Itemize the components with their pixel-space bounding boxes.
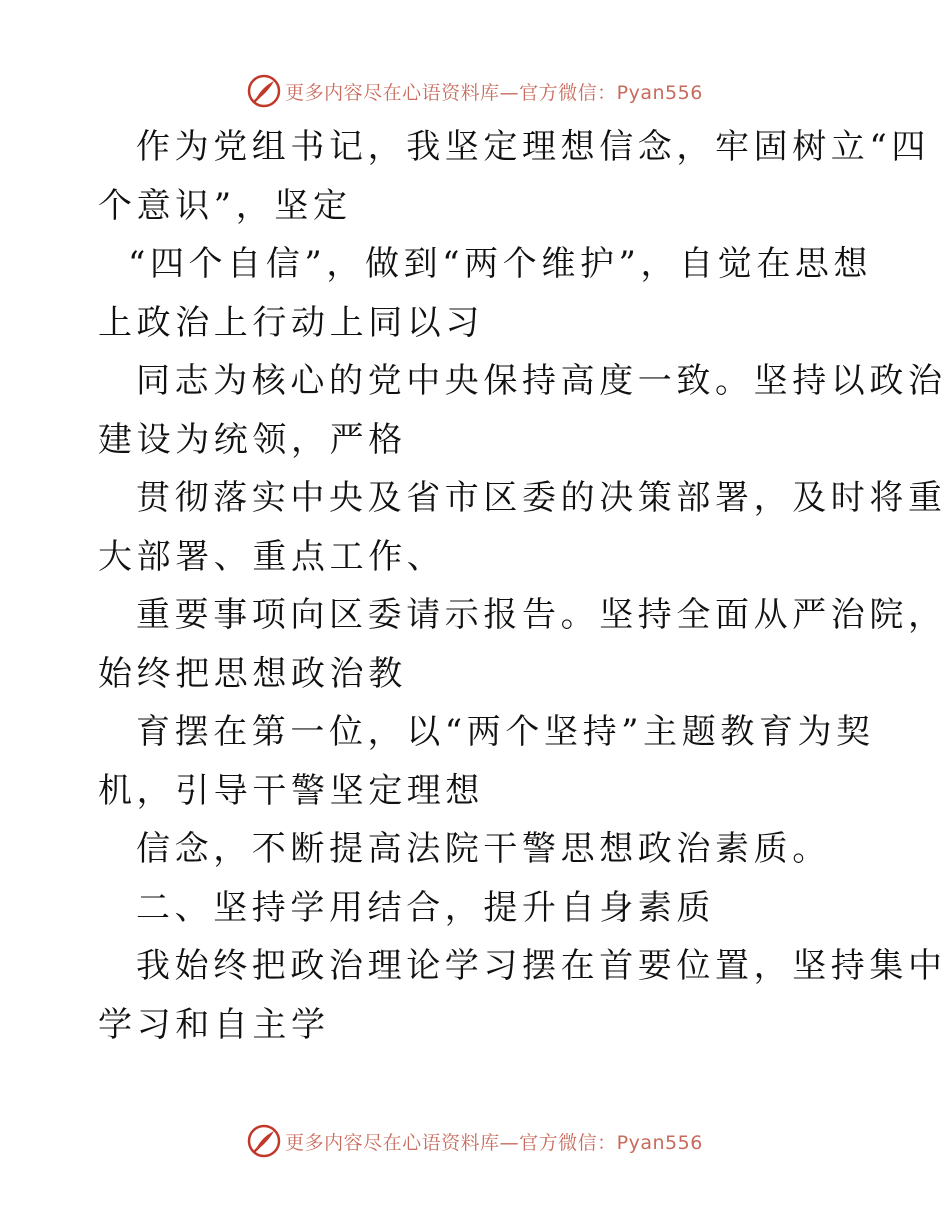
body-line: 机，引导干警坚定理想 <box>98 770 484 811</box>
body-line: “四个自信”，做到“两个维护”，自觉在思想 <box>128 244 873 284</box>
body-line: 我始终把政治理论学习摆在首要位置，坚持集中 <box>136 946 947 986</box>
body-line: 学习和自主学 <box>98 1004 330 1045</box>
top-watermark-banner <box>0 71 950 111</box>
document-body <box>98 118 947 1054</box>
body-line: 作为党组书记，我坚定理想信念，牢固树立“四 <box>136 127 930 167</box>
body-line: 重要事项向区委请示报告。坚持全面从严治院， <box>136 595 947 635</box>
body-line: 大部署、重点工作、 <box>98 536 446 577</box>
watermark-text: 更多内容尽在心语资料库—官方微信：Pyan556 <box>285 1131 703 1154</box>
watermark-text: 更多内容尽在心语资料库—官方微信：Pyan556 <box>285 81 703 104</box>
body-line: 同志为核心的党中央保持高度一致。坚持以政治 <box>136 361 947 401</box>
body-line: 上政治上行动上同以习 <box>98 302 484 343</box>
body-line: 建设为统领，严格 <box>98 419 407 460</box>
body-line: 育摆在第一位，以“两个坚持”主题教育为契 <box>136 712 875 752</box>
quill-pen-logo-icon <box>247 1124 281 1158</box>
body-line: 贯彻落实中央及省市区委的决策部署，及时将重 <box>136 478 947 518</box>
body-line: 个意识”，坚定 <box>98 185 352 226</box>
body-line: 信念，不断提高法院干警思想政治素质。 <box>136 829 831 869</box>
quill-pen-logo-icon <box>247 74 281 108</box>
body-line: 始终把思想政治教 <box>98 653 407 694</box>
section-heading: 二、坚持学用结合，提升自身素质 <box>136 887 715 928</box>
bottom-watermark-banner <box>0 1121 950 1161</box>
